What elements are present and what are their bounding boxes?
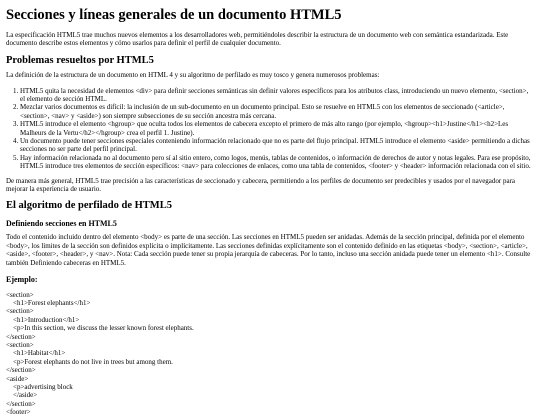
code-line: <aside>: [6, 374, 29, 383]
code-line: <section>: [6, 340, 34, 349]
sections-body: Todo el contenido incluido dentro del elemento <body> es parte de una sección. Las secciones en HTML5 pueden ser anidadas. Además de la sección principal, definida por el elemento <body>, los límites de la sección son definidos explícita o implícitamente. Las secciones definidas explícitamente son el contenido definido en las etiquetas <body>, <section>, <article>, <aside>, <footer>, <header>, y <nav>. Nota: Cada sección puede tener su propia jerarquía de cabeceras. Por lo tanto, incluso una sección anidada puede tener un elemento <h1>. Consulte también Definiendo cabeceras en HTML5.: [6, 233, 531, 267]
code-line: <p>advertising block: [6, 382, 73, 391]
example-label: Ejemplo:: [6, 275, 38, 285]
code-line: <p>In this section, we discuss the lesser known forest elephants.: [6, 324, 194, 333]
code-line: </section>: [6, 399, 36, 408]
page-title: Secciones y líneas generales de un documento HTML5: [6, 7, 342, 23]
code-example: [6, 291, 534, 417]
code-line: <h1>Habitat</h1>: [6, 349, 66, 358]
code-line: <footer>: [6, 408, 31, 417]
problem-item: 5. Hay información relacionada no al documento pero sí al sitio entero, como logos, menús, tablas de contenidos, o información de derechos de autor y notas legales. Para ese propósito, HTML5 introduce tres elementos de sección específicos: <nav> para colecciones de enlaces, como una tabla de contenidos, <footer> y <header> información relacionada con el sitio.: [20, 154, 534, 171]
problem-item: 1. HTML5 quita la necesidad de elementos <div> para definir secciones semánticas sin definir valores específicos para los atributos class, introduciendo un nuevo elemento, <section>, el elemento de sección HTML.: [20, 87, 534, 104]
problems-outro: De manera más general, HTML5 trae precisión a las características de seccionado y cabecera, permitiendo a los perfiles de documento ser predecibles y usados por el navegador para mejorar la experiencia de usuario.: [6, 176, 516, 193]
intro-paragraph: La especificación HTML5 trae muchos nuevos elementos a los desarrolladores web, permitiéndoles describir la estructura de un documento web con semántica estandarizada. Este documento describe estos elementos y cómo usarlos para definir el perfil de cualquier documento.: [6, 30, 509, 48]
problem-item: 2. Mezclar varios documentos es difícil: la inclusión de un sub-documento en un documento principal. Esto se resuelve en HTML5 con los elementos de seccionado (<article>, <section>, <nav> y <aside>) son siempre subsecciones de su sección ancestra más cercana.: [20, 103, 534, 120]
problem-item: 4. Un documento puede tener secciones especiales conteniendo información relacionado que no es parte del flujo principal. HTML5 introduce el elemento <aside> permitiendo a dichas secciones no ser parte del perfil principal.: [20, 137, 534, 154]
algorithm-heading: El algoritmo de perfilado de HTML5: [6, 200, 172, 212]
problems-list: [6, 87, 534, 171]
code-line: </section>: [6, 332, 36, 341]
code-line: <p>Forest elephants do not live in trees but among them.: [6, 357, 173, 366]
code-line: <h1>Introduction</h1>: [6, 315, 80, 324]
problems-heading: Problemas resueltos por HTML5: [6, 54, 154, 66]
sections-subheading: Definiendo secciones en HTML5: [6, 218, 117, 228]
code-line: </aside>: [6, 391, 38, 400]
code-line: <h1>Forest elephants</h1>: [6, 299, 91, 308]
code-line: </section>: [6, 366, 36, 375]
code-line: <section>: [6, 307, 34, 316]
code-line: <section>: [6, 290, 34, 299]
problems-lead: La definición de la estructura de un documento en HTML 4 y su algoritmo de perfilado es muy tosco y genera numerosos problemas:: [6, 71, 380, 80]
problem-item: 3. HTML5 introduce el elemento <hgroup> que oculta todos los elementos de cabecera excepto el primero de más alto rango (por ejemplo, <hgroup><h1>Justine</h1><h2>Les Malheurs de la Vertu</h2></hgroup> crea el perfil 1. Justine).: [20, 120, 534, 137]
